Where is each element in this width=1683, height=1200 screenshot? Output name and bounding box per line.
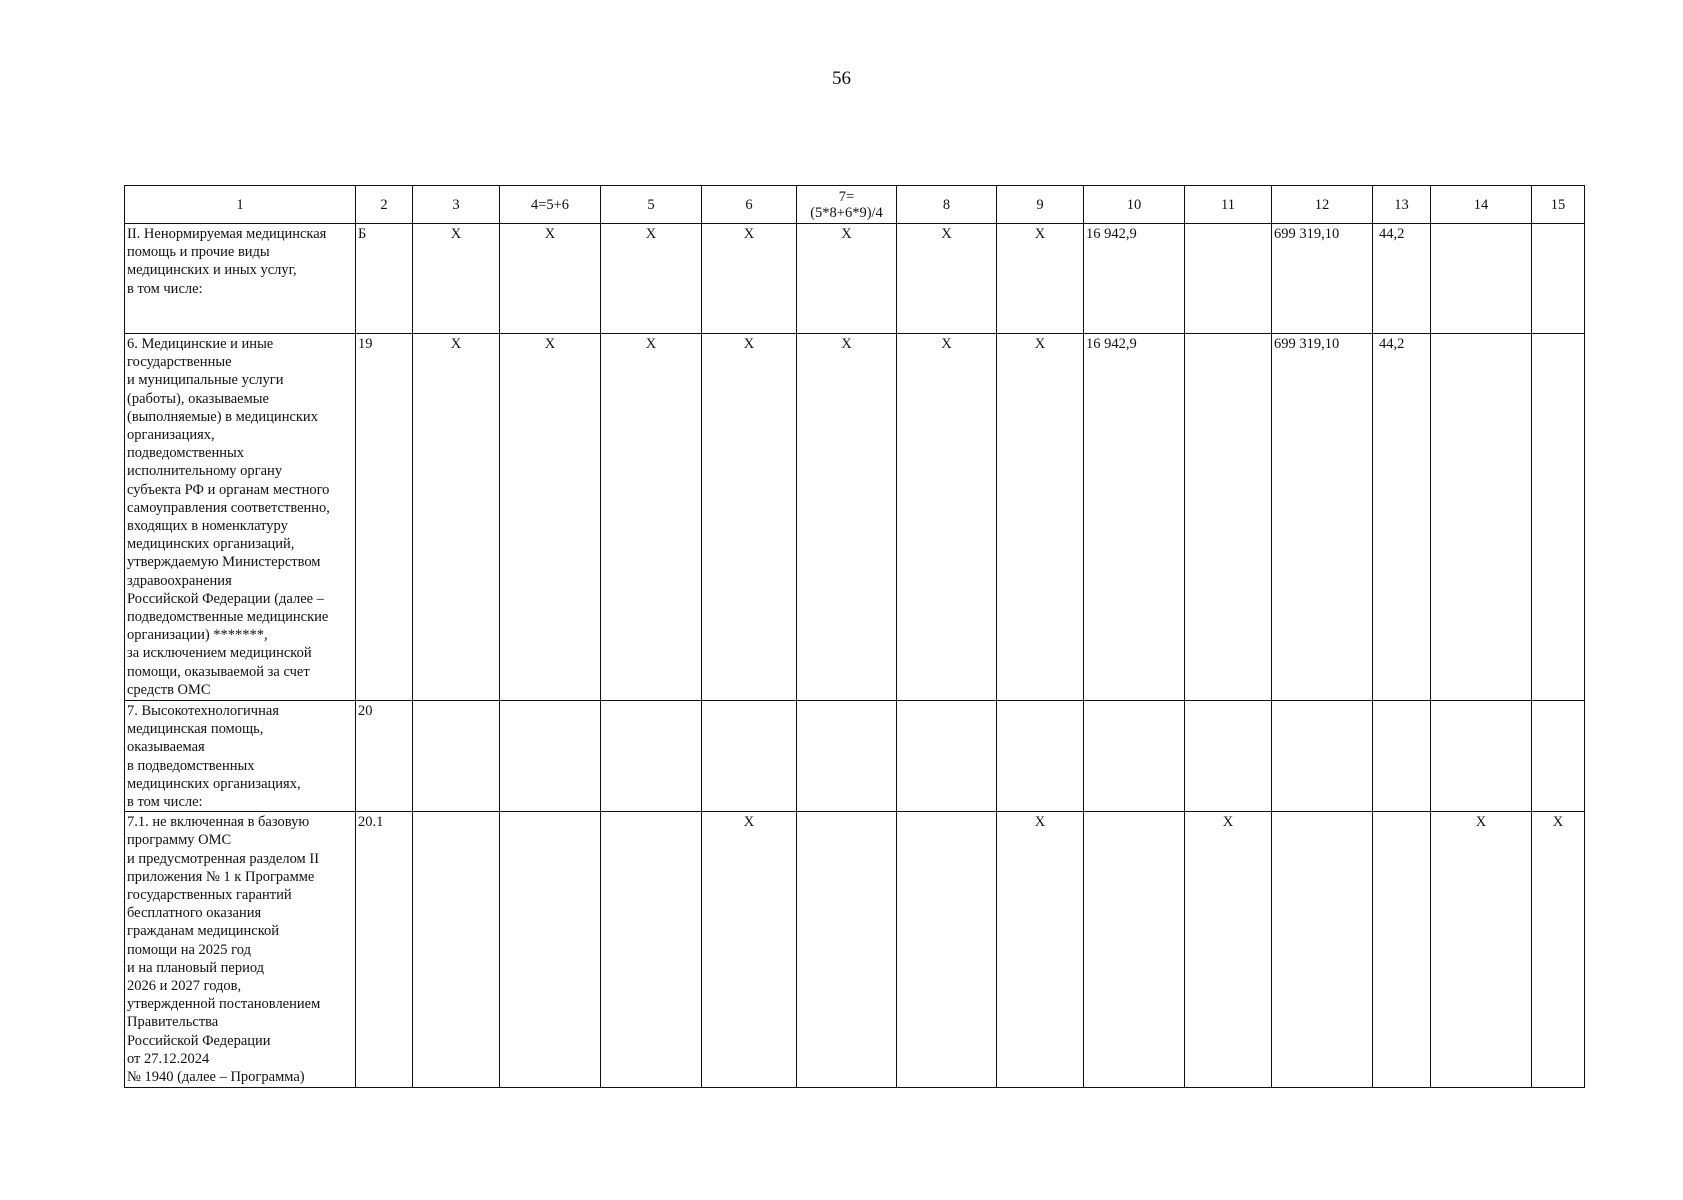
table-cell: X xyxy=(601,334,702,701)
row-description: 7. Высокотехнологичная медицинская помощь, оказываемая в подведомственных медицинских организациях, в том числе: xyxy=(125,701,356,812)
table-cell xyxy=(897,812,997,1088)
header-cell-11: 11 xyxy=(1185,186,1272,224)
table-cell: X xyxy=(797,224,897,334)
header-cell-5: 5 xyxy=(601,186,702,224)
table-cell: X xyxy=(500,334,601,701)
table-row xyxy=(125,812,1585,1088)
table-row xyxy=(125,701,1585,812)
table-row xyxy=(125,334,1585,701)
header-cell-9: 9 xyxy=(997,186,1084,224)
table-cell: X xyxy=(997,812,1084,1088)
table-cell xyxy=(1431,334,1532,701)
header-cell-6: 6 xyxy=(702,186,797,224)
table-cell xyxy=(1431,701,1532,812)
table-cell: X xyxy=(897,334,997,701)
header-cell-14: 14 xyxy=(1431,186,1532,224)
header-cell-12: 12 xyxy=(1272,186,1373,224)
table-cell xyxy=(1272,701,1373,812)
table-cell: 699 319,10 xyxy=(1272,334,1373,701)
table-cell xyxy=(797,701,897,812)
table-cell xyxy=(1431,224,1532,334)
table-cell: X xyxy=(702,224,797,334)
row-code: Б xyxy=(356,224,413,334)
header-row xyxy=(125,186,1585,224)
header-cell-2: 2 xyxy=(356,186,413,224)
table-cell xyxy=(1373,812,1431,1088)
table-cell: X xyxy=(997,224,1084,334)
header-cell-1: 1 xyxy=(125,186,356,224)
table-cell: X xyxy=(1431,812,1532,1088)
table-cell: X xyxy=(601,224,702,334)
header-cell-3: 3 xyxy=(413,186,500,224)
table-cell: X xyxy=(413,334,500,701)
table-cell xyxy=(997,701,1084,812)
table-row xyxy=(125,224,1585,334)
table-cell: 44,2 xyxy=(1373,334,1431,701)
header-cell-10: 10 xyxy=(1084,186,1185,224)
header-cell-13: 13 xyxy=(1373,186,1431,224)
table-cell xyxy=(500,812,601,1088)
table-cell xyxy=(1084,812,1185,1088)
table-cell xyxy=(1272,812,1373,1088)
row-code: 19 xyxy=(356,334,413,701)
table-cell xyxy=(702,701,797,812)
table-cell xyxy=(500,701,601,812)
table-cell xyxy=(413,701,500,812)
table-cell xyxy=(1373,701,1431,812)
table-cell xyxy=(1185,701,1272,812)
row-code: 20.1 xyxy=(356,812,413,1088)
table-cell: 699 319,10 xyxy=(1272,224,1373,334)
table-cell xyxy=(601,701,702,812)
row-description: II. Ненормируемая медицинская помощь и прочие виды медицинских и иных услуг, в том числе: xyxy=(125,224,356,334)
table-cell: X xyxy=(702,812,797,1088)
header-cell-4: 4=5+6 xyxy=(500,186,601,224)
table-cell xyxy=(897,701,997,812)
table-cell xyxy=(1532,701,1585,812)
header-cell-7: 7= (5*8+6*9)/4 xyxy=(797,186,897,224)
table-cell: 16 942,9 xyxy=(1084,334,1185,701)
page-number: 56 xyxy=(832,68,851,89)
table-cell xyxy=(1532,224,1585,334)
table-cell xyxy=(1532,334,1585,701)
table-cell xyxy=(1185,224,1272,334)
table-cell: X xyxy=(897,224,997,334)
row-code: 20 xyxy=(356,701,413,812)
table-cell: X xyxy=(997,334,1084,701)
table-cell: 16 942,9 xyxy=(1084,224,1185,334)
table-cell xyxy=(797,812,897,1088)
table-cell: X xyxy=(797,334,897,701)
table-cell xyxy=(601,812,702,1088)
row-description: 7.1. не включенная в базовую программу ОМС и предусмотренная разделом II приложения № 1 к Программе государственных гарантий бесплатного оказания гражданам медицинской помощи на 2025 год и на плановый период 2026 и 2027 годов, утвержденной постановлением Правительства Российской Федерации от 27.12.2024 № 1940 (далее – Программа) xyxy=(125,812,356,1088)
header-cell-8: 8 xyxy=(897,186,997,224)
table-cell: X xyxy=(413,224,500,334)
budget-table xyxy=(124,185,1585,1088)
row-description: 6. Медицинские и иные государственные и муниципальные услуги (работы), оказываемые (выполняемые) в медицинских организациях, подведомственных исполнительному органу субъекта РФ и органам местного самоуправления соответственно, входящих в номенклатуру медицинских организаций, утверждаемую Министерством здравоохранения Российской Федерации (далее – подведомственные медицинские организации) *******, за исключением медицинской помощи, оказываемой за счет средств ОМС xyxy=(125,334,356,701)
table-cell: X xyxy=(1185,812,1272,1088)
table-cell xyxy=(1084,701,1185,812)
table-cell: X xyxy=(1532,812,1585,1088)
table-cell xyxy=(1185,334,1272,701)
table-cell: 44,2 xyxy=(1373,224,1431,334)
header-cell-15: 15 xyxy=(1532,186,1585,224)
table-cell: X xyxy=(702,334,797,701)
table-cell: X xyxy=(500,224,601,334)
table-cell xyxy=(413,812,500,1088)
